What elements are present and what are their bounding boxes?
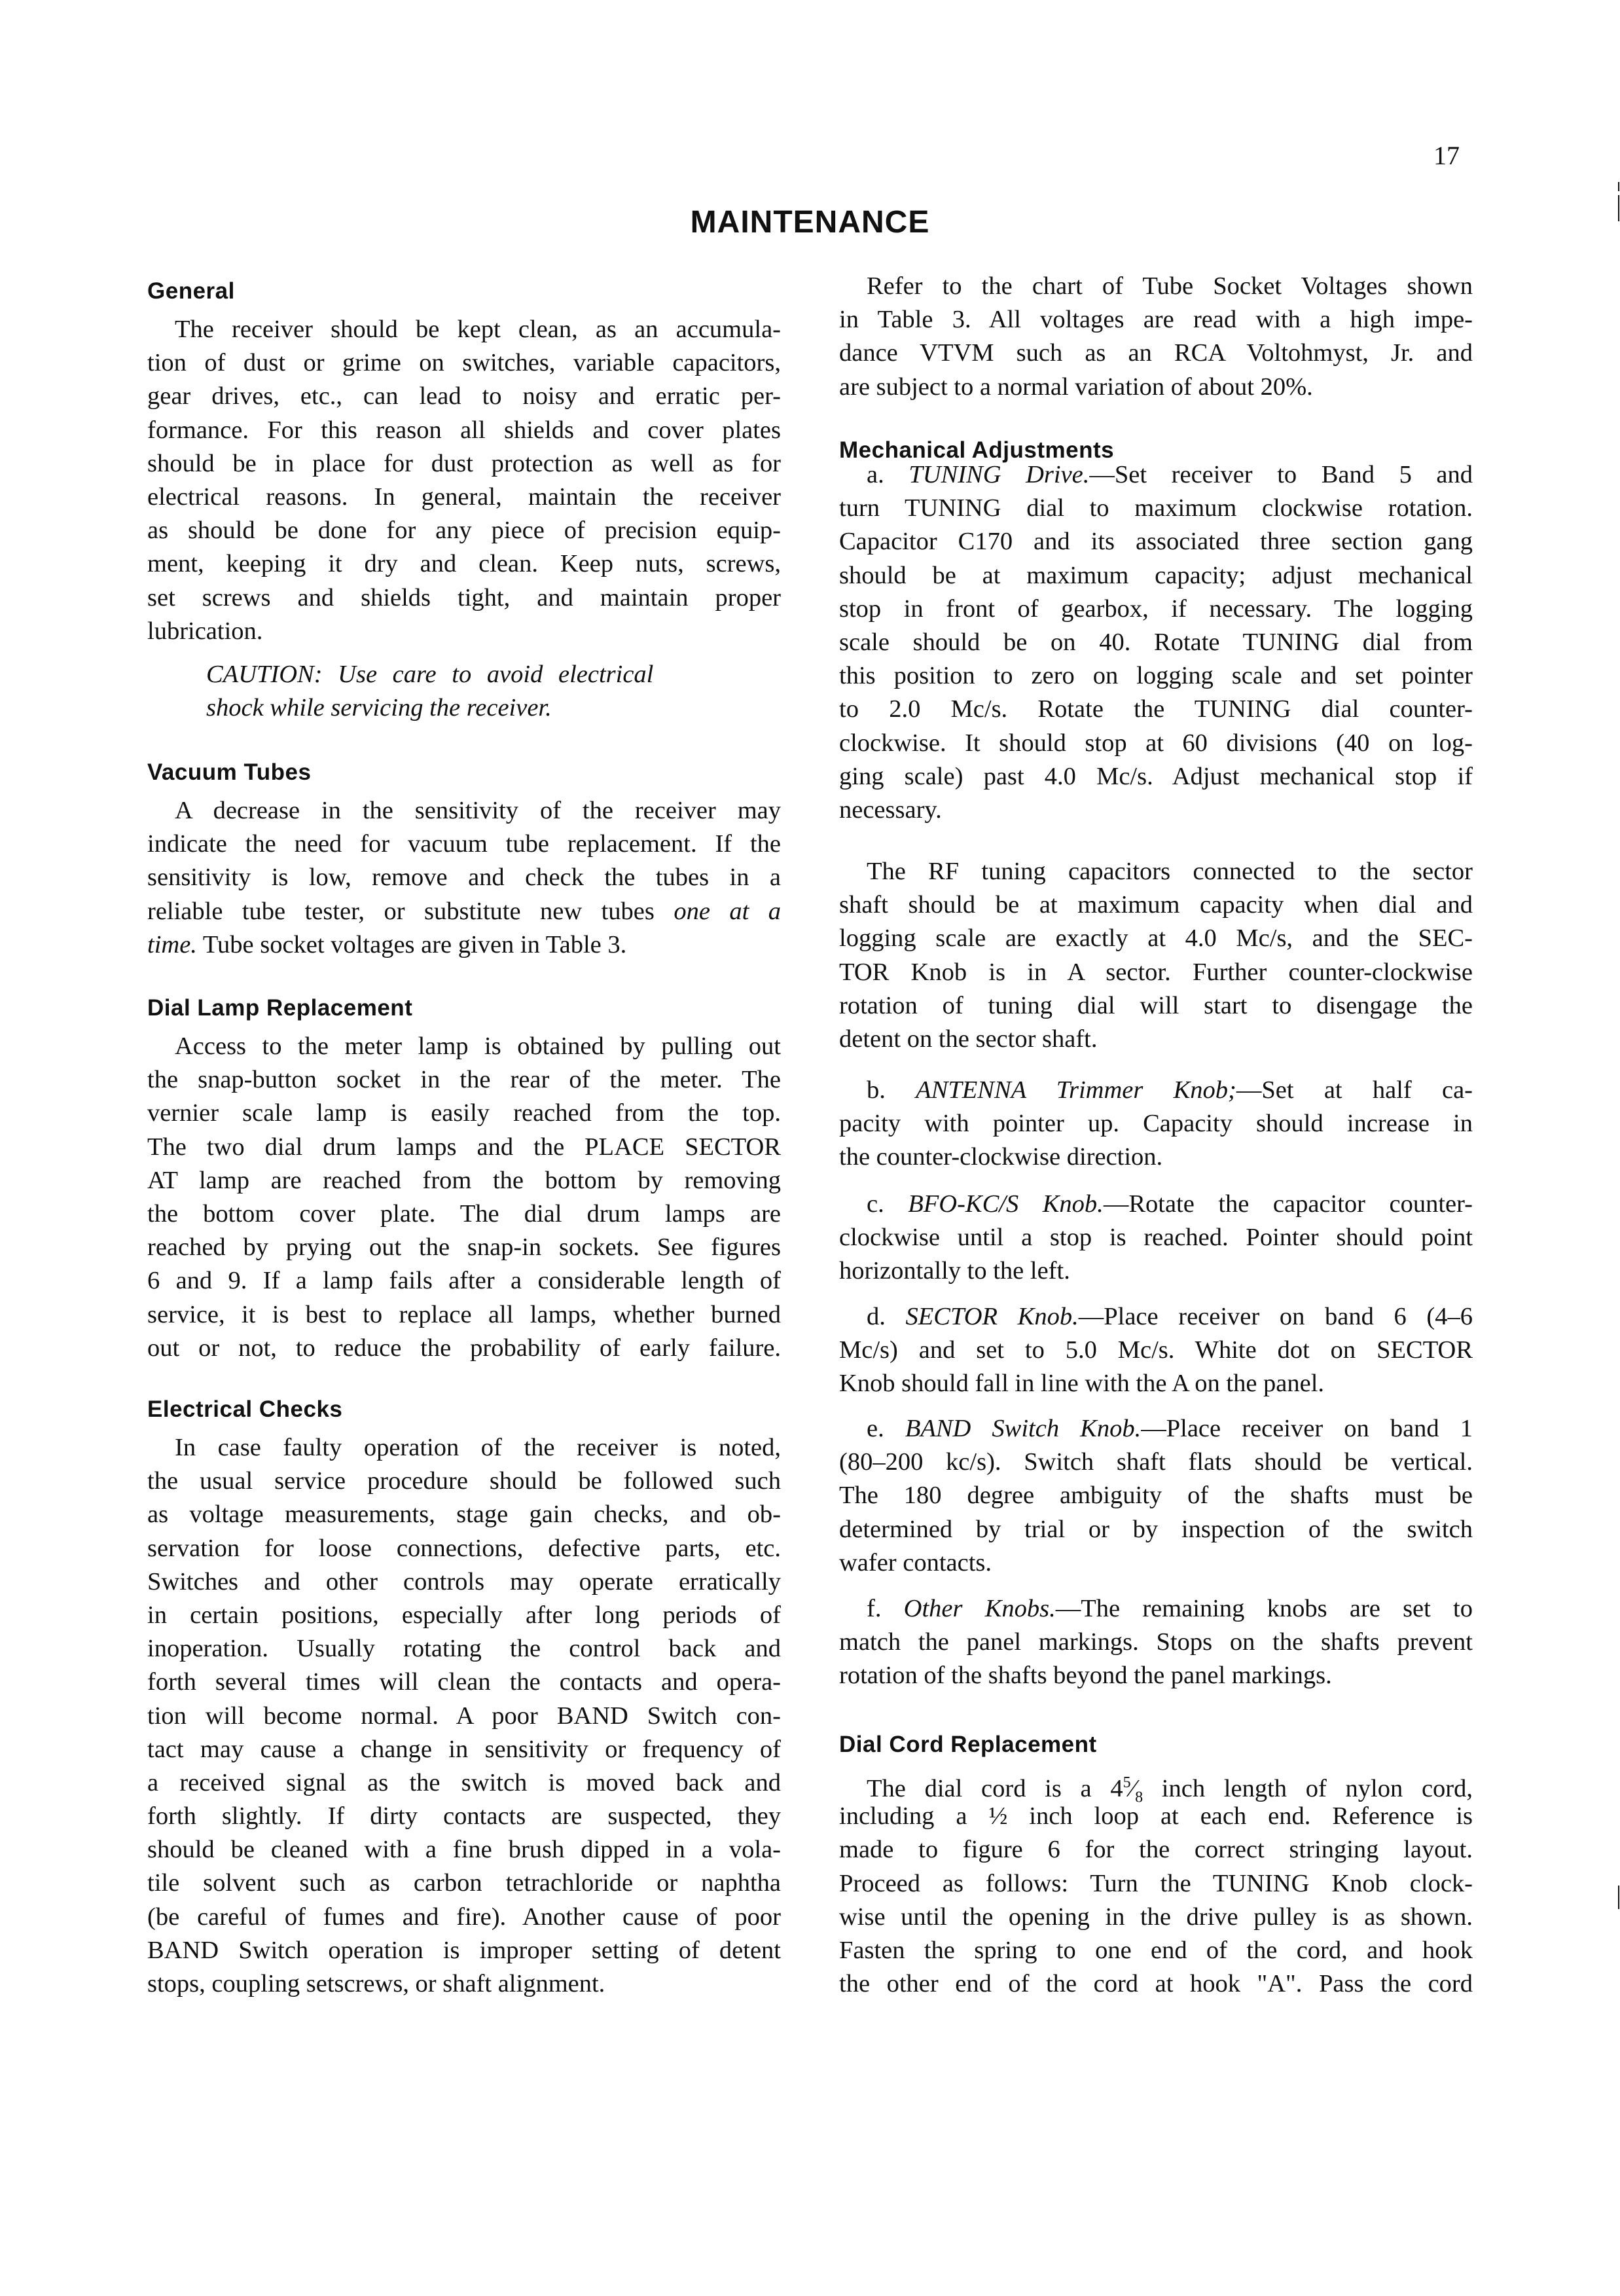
voltages-intro-paragraph [839,270,1473,404]
text-line: clockwise. It should stop at 60 divisions (40 on log- [839,729,1473,757]
text-line: the usual service procedure should be followed such [147,1467,781,1495]
emphasis-text: time. [147,930,197,958]
scan-edge-mark [1618,182,1619,191]
text-line: match the panel markings. Stops on the shafts prevent [839,1628,1473,1656]
item-label: b. [867,1076,916,1104]
text-line: forth several times will clean the contacts and opera- [147,1668,781,1696]
text-line: lubrication. [147,617,263,645]
text-line [839,1412,1473,1446]
text-line: this position to zero on logging scale and set pointer [839,662,1473,690]
text-line [839,1300,1473,1334]
text-line: horizontally to the left. [839,1257,1070,1285]
item-title: BAND Switch Knob. [905,1415,1142,1442]
text-line: turn TUNING dial to maximum clockwise rotation. [839,494,1473,522]
text-line: ging scale) past 4.0 Mc/s. Adjust mechanical stop if [839,762,1473,790]
text-line: The two dial drum lamps and the PLACE SECTOR [147,1133,781,1161]
page-title: MAINTENANCE [690,205,930,240]
text-line: indicate the need for vacuum tube replacement. If the [147,830,781,858]
text-line: formance. For this reason all shields and cover plates [147,416,781,444]
text-line: shock while servicing the receiver. [206,694,552,722]
text-line: Proceed as follows: Turn the TUNING Knob clock- [839,1869,1473,1897]
text-line: as voltage measurements, stage gain checks, and ob- [147,1501,781,1529]
text-run: —Place receiver on band 1 [1141,1415,1473,1442]
text-line: wafer contacts. [839,1548,992,1576]
text-line: in Table 3. All voltages are read with a high impe- [839,306,1473,334]
text-line: The 180 degree ambiguity of the shafts must be [839,1482,1473,1510]
text-line: logging scale are exactly at 4.0 Mc/s, and the SEC- [839,924,1473,953]
text-line: scale should be on 40. Rotate TUNING dial from [839,628,1473,656]
text-line: servation for loose connections, defective parts, etc. [147,1534,781,1562]
text-line: CAUTION: Use care to avoid electrical [206,661,654,688]
item-title: SECTOR Knob. [905,1303,1079,1330]
text-run: inch length of nylon cord, [1143,1774,1473,1802]
text-line: should be at maximum capacity; adjust mechanical [839,561,1473,589]
section-heading-dial-cord-replacement: Dial Cord Replacement [839,1732,1097,1757]
item-label: a. [867,461,909,488]
item-title: ANTENNA Trimmer Knob; [916,1076,1236,1104]
scan-edge-mark [1618,1886,1619,1909]
text-line: Capacitor C170 and its associated three section gang [839,528,1473,556]
text-line: rotation of tuning dial will start to disengage the [839,991,1473,1019]
section-heading-electrical-checks: Electrical Checks [147,1396,343,1422]
text-line: forth slightly. If dirty contacts are suspected, they [147,1802,781,1831]
text-line: rotation of the shafts beyond the panel markings. [839,1662,1332,1690]
text-run: —Rotate the capacitor counter- [1103,1190,1473,1218]
text-line: the other end of the cord at hook "A". Pass the cord [839,1970,1473,1998]
rf-capacitors-paragraph [839,855,1473,1056]
item-e-band-switch-knob [839,1412,1473,1580]
text-line: determined by trial or by inspection of the switch [839,1515,1473,1543]
text-run: —Place receiver on band 6 (4–6 [1078,1303,1473,1330]
caution-note [206,658,730,725]
item-label: e. [867,1415,905,1442]
text-line: made to figure 6 for the correct stringing layout. [839,1836,1473,1864]
text-line: reached by prying out the snap-in sockets. See figures [147,1233,781,1262]
item-title: Other Knobs. [903,1595,1056,1622]
text-line: sensitivity is low, remove and check the tubes in a [147,864,781,892]
text-line: gear drives, etc., can lead to noisy and erratic per- [147,382,781,410]
text-line: wise until the opening in the drive pulley is as shown. [839,1903,1473,1931]
text-line: the counter-clockwise direction. [839,1143,1163,1171]
fraction-denominator: 8 [1135,1789,1143,1806]
text-run: —Set receiver to Band 5 and [1089,461,1473,488]
section-heading-vacuum-tubes: Vacuum Tubes [147,759,312,785]
dial-lamp-paragraph [147,1030,781,1365]
text-line: including a ½ inch loop at each end. Reference is [839,1802,1473,1831]
item-title: TUNING Drive. [909,461,1090,488]
text-line [839,1766,1473,1806]
text-line: Mc/s) and set to 5.0 Mc/s. White dot on SECTOR [839,1336,1473,1364]
scan-edge-mark [1618,195,1619,221]
text-line: shaft should be at maximum capacity when dial and [839,891,1473,919]
text-line: The receiver should be kept clean, as an accumula- [175,316,781,343]
item-label: f. [867,1595,904,1622]
section-heading-mechanical-adjustments: Mechanical Adjustments [839,437,1115,463]
text-line [839,1074,1473,1107]
item-c-bfo-knob [839,1188,1473,1288]
text-line: out or not, to reduce the probability of early failure. [147,1334,781,1362]
text-line: BAND Switch operation is improper setting of detent [147,1936,781,1964]
text-line: should be in place for dust protection as well as for [147,449,781,477]
text-line: the snap-button socket in the rear of the meter. The [147,1066,781,1094]
general-paragraph [147,313,781,648]
text-line: Switches and other controls may operate erratically [147,1567,781,1595]
text-line: tion will become normal. A poor BAND Switch con- [147,1702,781,1730]
text-line: a received signal as the switch is moved back and [147,1768,781,1796]
text-line: in certain positions, especially after long periods of [147,1601,781,1629]
text-run: —Set at half ca- [1236,1076,1473,1104]
dial-cord-paragraph [839,1766,1473,2001]
text-line: tile solvent such as carbon tetrachloride or naphtha [147,1869,781,1897]
text-run: The dial cord is a 4 [867,1774,1123,1802]
text-line: ment, keeping it dry and clean. Keep nuts, screws, [147,550,781,578]
text-line: TOR Knob is in A sector. Further counter-clockwise [839,958,1473,986]
text-line: set screws and shields tight, and maintain proper [147,583,781,611]
text-line: stop in front of gearbox, if necessary. The logging [839,594,1473,623]
fraction-numerator: 5 [1123,1774,1131,1791]
page-number: 17 [1433,141,1460,170]
text-line: Access to the meter lamp is obtained by pulling out [175,1032,781,1060]
text-line: to 2.0 Mc/s. Rotate the TUNING dial counter- [839,695,1473,723]
text-line: A decrease in the sensitivity of the receiver may [175,797,781,824]
text-line: should be cleaned with a fine brush dipped in a vola- [147,1836,781,1864]
text-line: necessary. [839,795,942,824]
section-heading-general: General [147,278,235,304]
text-line: dance VTVM such as an RCA Voltohmyst, Jr. and [839,339,1473,367]
text-line: Fasten the spring to one end of the cord, and hook [839,1936,1473,1964]
item-label: d. [867,1303,906,1330]
item-b-antenna-trimmer [839,1074,1473,1175]
text-line: electrical reasons. In general, maintain the receiver [147,483,781,511]
text-line [839,1188,1473,1221]
emphasis-text: one at a [674,897,781,925]
text-line: the bottom cover plate. The dial drum lamps are [147,1199,781,1228]
item-label: c. [867,1190,909,1218]
item-title: BFO-KC/S Knob. [908,1190,1104,1218]
text-line: Refer to the chart of Tube Socket Voltages shown [867,272,1473,300]
text-line: AT lamp are reached from the bottom by removing [147,1166,781,1194]
text-line: as should be done for any piece of precision equip- [147,517,781,545]
vacuum-tubes-paragraph [147,794,781,962]
text-line: detent on the sector shaft. [839,1025,1098,1053]
text-line: clockwise until a stop is reached. Pointer should point [839,1224,1473,1252]
text-line: In case faulty operation of the receiver is noted, [175,1434,781,1461]
item-f-other-knobs [839,1592,1473,1693]
electrical-checks-paragraph [147,1431,781,2001]
text-line: pacity with pointer up. Capacity should increase in [839,1110,1473,1138]
item-d-sector-knob [839,1300,1473,1401]
item-a-tuning-drive [839,458,1473,827]
text-line: (be careful of fumes and fire). Another cause of poor [147,1903,781,1931]
fraction-slash: ⁄ [1130,1774,1136,1802]
text-line: inoperation. Usually rotating the control back and [147,1635,781,1663]
text-line [839,458,1473,492]
text-run: Tube socket voltages are given in Table 3. [196,930,627,958]
text-line: The RF tuning capacitors connected to the sector [867,858,1473,885]
text-run: —The remaining knobs are set to [1055,1595,1473,1622]
text-line: are subject to a normal variation of about 20%. [839,373,1313,401]
text-run: reliable tube tester, or substitute new tubes [147,897,674,925]
text-line: vernier scale lamp is easily reached from the top. [147,1099,781,1127]
text-line: stops, coupling setscrews, or shaft alignment. [147,1970,605,1997]
text-line: tact may cause a change in sensitivity or frequency of [147,1735,781,1763]
text-line: 6 and 9. If a lamp fails after a considerable length of [147,1267,781,1295]
text-line: Knob should fall in line with the A on the panel. [839,1370,1325,1398]
text-line: service, it is best to replace all lamps, whether burned [147,1300,781,1328]
text-line [839,1592,1473,1626]
text-line [147,895,781,928]
section-heading-dial-lamp-replacement: Dial Lamp Replacement [147,995,413,1021]
text-line [147,928,781,962]
text-line: (80–200 kc/s). Switch shaft flats should be vertical. [839,1448,1473,1476]
text-line: tion of dust or grime on switches, variable capacitors, [147,349,781,377]
